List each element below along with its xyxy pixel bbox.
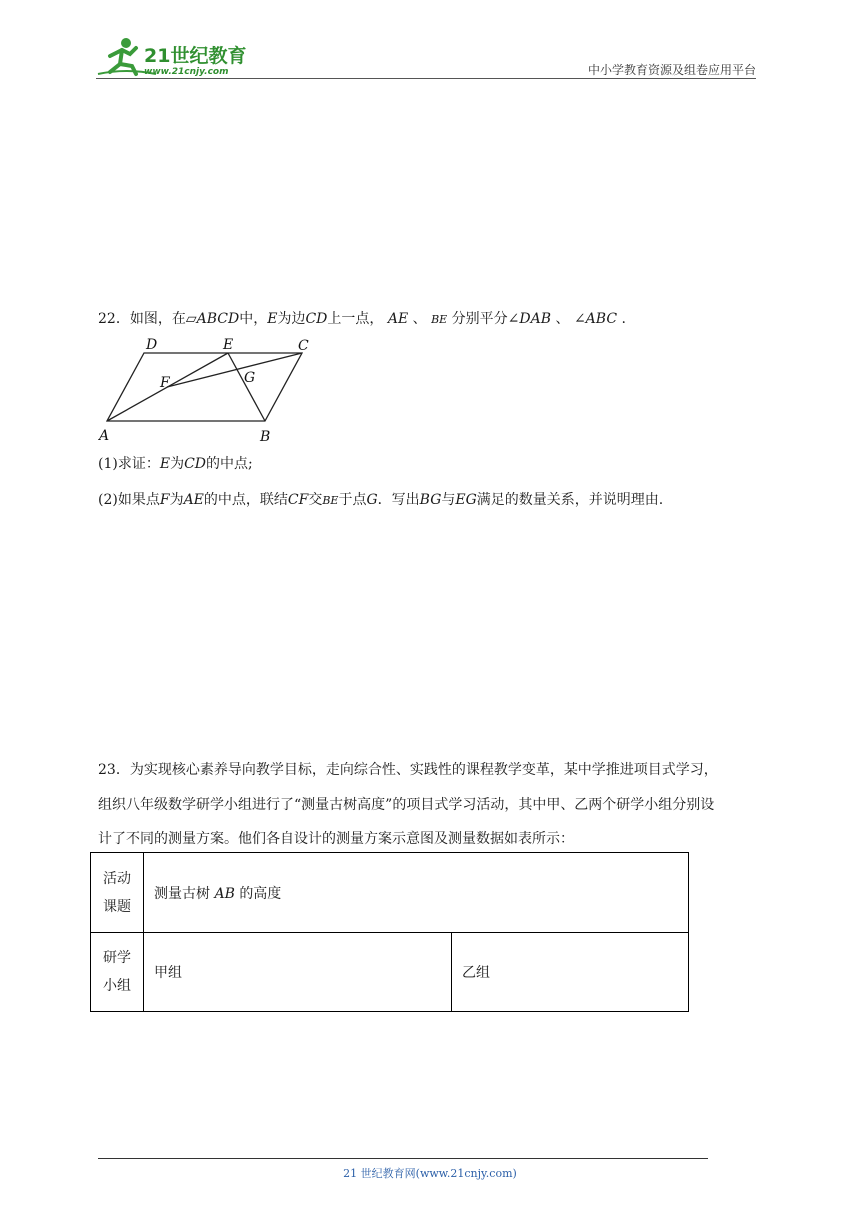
question-22-stem: 22．如图，在▱ABCD中，E为边CD上一点， AE 、 BE 分别平分∠DAB 、 ∠ABC . <box>98 311 626 327</box>
label-b: B <box>260 429 271 445</box>
segment-cf <box>167 353 302 387</box>
parallelogram-symbol: ▱ <box>185 311 197 327</box>
header-divider <box>96 78 756 79</box>
site-name: 中小学教育资源及组卷应用平台 <box>587 63 756 77</box>
logo-url: www.21cnjy.com <box>144 67 229 77</box>
footer-divider <box>98 1158 708 1159</box>
question-23-line-3: 计了不同的测量方案。他们各自设计的测量方案示意图及测量数据如表所示： <box>98 831 574 847</box>
label-g: G <box>244 370 256 386</box>
row-header-group: 研学 小组 <box>91 933 144 1012</box>
label-a: A <box>99 428 110 444</box>
logo-text: 21世纪教育 <box>144 45 247 67</box>
label-e: E <box>223 337 234 353</box>
question-number: 22． <box>98 311 130 327</box>
question-22-part-1: (1)求证：E为CD的中点; <box>98 456 253 472</box>
site-logo <box>96 34 266 78</box>
table-row <box>91 853 689 933</box>
measurement-plan-table <box>90 852 689 1012</box>
group-b-cell: 乙组 <box>452 933 689 1012</box>
label-d: D <box>146 337 158 353</box>
question-22-part-2: (2)如果点F为AE的中点，联结CF交BE于点G．写出BG与EG满足的数量关系，并说明理由. <box>98 492 664 508</box>
parallelogram-figure <box>98 334 323 446</box>
activity-topic: 测量古树 AB 的高度 <box>144 853 689 933</box>
table-row <box>91 933 689 1012</box>
row-header-activity: 活动 课题 <box>91 853 144 933</box>
label-f: F <box>160 375 170 391</box>
parallelogram-abcd <box>107 353 302 421</box>
footer-text: 21 世纪教育网(www.21cnjy.com) <box>343 1167 517 1180</box>
question-23-line-1: 23．为实现核心素养导向教学目标，走向综合性、实践性的课程教学变革，某中学推进项目式学习， <box>98 762 718 778</box>
question-23-line-2: 组织八年级数学研学小组进行了“测量古树高度”的项目式学习活动，其中甲、乙两个研学小组分别设 <box>98 797 715 813</box>
label-c: C <box>298 338 309 354</box>
group-a-cell: 甲组 <box>144 933 452 1012</box>
